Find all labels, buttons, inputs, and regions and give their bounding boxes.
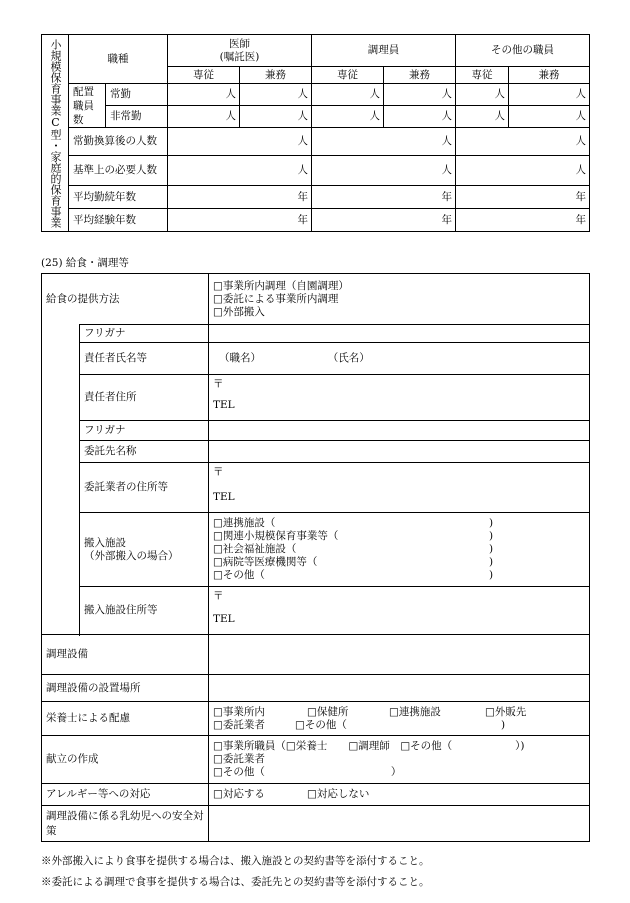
note-contracted-cooking: ※委託による調理で食事を提供する場合は、委託先との契約書等を添付すること。 [41, 876, 430, 888]
delivery-address-label: 搬入施設住所等 [80, 587, 209, 635]
staff-count-label: 配置職員数 [69, 84, 106, 128]
other-experience-cell[interactable]: 年 [456, 209, 590, 232]
allergy-label: アレルギー等への対応 [42, 784, 209, 806]
equipment-location-field[interactable] [209, 675, 590, 702]
delivery-option[interactable]: □病院等医療機関等（ ) [213, 556, 494, 568]
physician-header: 医師 (嘱託医) [168, 35, 312, 67]
other-staff-header: その他の職員 [456, 35, 590, 67]
vertical-section-label: 小規模保育事業C型・家庭的保育事業 [42, 35, 69, 232]
physician-regular-dual-cell[interactable]: 人 [240, 84, 312, 106]
cook-tenure-cell[interactable]: 年 [312, 186, 456, 209]
indent-spacer [42, 325, 80, 635]
physician-tenure-cell[interactable]: 年 [168, 186, 312, 209]
other-nonregular-fulltime-cell[interactable]: 人 [456, 106, 509, 128]
other-fulltime-header: 専従 [456, 67, 509, 84]
cook-experience-cell[interactable]: 年 [312, 209, 456, 232]
staff-table [41, 34, 590, 232]
furigana-label-1: フリガナ [80, 325, 209, 343]
physician-dual-header: 兼務 [240, 67, 312, 84]
physician-fte-cell[interactable]: 人 [168, 128, 312, 156]
delivery-address-field[interactable]: 〒 TEL [209, 587, 590, 635]
nutritionist-option[interactable]: □委託業者 [213, 718, 265, 731]
nutritionist-options[interactable]: □事業所内 □保健所 □連携施設 □外販先 □委託業者 □その他（ ) [209, 702, 590, 736]
delivery-option[interactable]: □関連小規模保育事業等（ ) [213, 530, 494, 542]
provision-option[interactable]: □委託による事業所内調理 [213, 292, 339, 305]
contractor-address-label: 委託業者の住所等 [80, 463, 209, 513]
non-regular-label: 非常勤 [106, 106, 168, 128]
cook-nonregular-fulltime-cell[interactable]: 人 [312, 106, 384, 128]
equipment-location-label: 調理設備の設置場所 [42, 675, 209, 702]
safety-field[interactable] [209, 806, 590, 842]
menu-options[interactable] [209, 736, 590, 784]
nutritionist-option[interactable]: □外販先 [485, 705, 527, 718]
other-regular-dual-cell[interactable]: 人 [509, 84, 590, 106]
other-tenure-cell[interactable]: 年 [456, 186, 590, 209]
furigana-label-2: フリガナ [80, 421, 209, 441]
cook-regular-fulltime-cell[interactable]: 人 [312, 84, 384, 106]
other-regular-fulltime-cell[interactable]: 人 [456, 84, 509, 106]
furigana-input-2[interactable] [209, 421, 590, 441]
other-fte-cell[interactable]: 人 [456, 128, 590, 156]
regular-label: 常勤 [106, 84, 168, 106]
menu-label: 献立の作成 [42, 736, 209, 784]
cook-dual-header: 兼務 [384, 67, 456, 84]
responsible-name-label: 責任者氏名等 [80, 343, 209, 375]
occupation-header: 職種 [69, 35, 168, 84]
nutritionist-option[interactable]: □連携施設 [389, 705, 441, 718]
meal-table [41, 273, 590, 842]
delivery-option[interactable]: □連携施設（ ) [213, 517, 494, 529]
cook-required-cell[interactable]: 人 [312, 156, 456, 186]
cooking-equipment-label: 調理設備 [42, 635, 209, 675]
other-dual-header: 兼務 [509, 67, 590, 84]
contractor-name-field[interactable] [209, 441, 590, 463]
safety-label: 調理設備に係る乳幼児への安全対策 [42, 806, 209, 842]
nutritionist-option[interactable]: □その他（ [295, 718, 347, 731]
contractor-name-label: 委託先名称 [80, 441, 209, 463]
allergy-option[interactable]: □対応する [213, 788, 265, 800]
fte-label: 常勤換算後の人数 [69, 128, 168, 156]
physician-experience-cell[interactable]: 年 [168, 209, 312, 232]
cooking-equipment-field[interactable] [209, 635, 590, 675]
cook-regular-dual-cell[interactable]: 人 [384, 84, 456, 106]
physician-nonregular-dual-cell[interactable]: 人 [240, 106, 312, 128]
physician-nonregular-fulltime-cell[interactable]: 人 [168, 106, 240, 128]
physician-fulltime-header: 専従 [168, 67, 240, 84]
provision-option[interactable]: □事業所内調理（自園調理） [213, 279, 349, 292]
responsible-name-field[interactable]: （職名） （氏名） [209, 343, 590, 375]
cook-nonregular-dual-cell[interactable]: 人 [384, 106, 456, 128]
furigana-input-1[interactable] [209, 325, 590, 343]
note-external-delivery: ※外部搬入により食事を提供する場合は、搬入施設との契約書等を添付すること。 [41, 855, 430, 867]
avg-experience-label: 平均経験年数 [69, 209, 168, 232]
cook-header: 調理員 [312, 35, 456, 67]
nutritionist-option[interactable]: □保健所 [307, 705, 349, 718]
delivery-option[interactable]: □その他（ ) [213, 569, 494, 581]
delivery-options[interactable] [209, 513, 590, 587]
section-title: (25) 給食・調理等 [41, 257, 129, 269]
nutritionist-label: 栄養士による配慮 [42, 702, 209, 736]
physician-required-cell[interactable]: 人 [168, 156, 312, 186]
cook-fte-cell[interactable]: 人 [312, 128, 456, 156]
contractor-address-field[interactable]: 〒 TEL [209, 463, 590, 513]
delivery-option[interactable]: □社会福祉施設（ ) [213, 543, 494, 555]
provision-option[interactable]: □外部搬入 [213, 305, 265, 318]
avg-tenure-label: 平均勤続年数 [69, 186, 168, 209]
menu-option[interactable]: □委託業者 [213, 753, 265, 765]
delivery-facility-label: 搬入施設 （外部搬入の場合） [80, 513, 209, 587]
physician-regular-fulltime-cell[interactable]: 人 [168, 84, 240, 106]
allergy-option[interactable]: □対応しない [307, 788, 370, 800]
provision-method-label: 給食の提供方法 [42, 274, 209, 325]
menu-option[interactable]: □事業所職員（□栄養士 □調理師 □その他（ ）) [213, 740, 525, 752]
required-label: 基準上の必要人数 [69, 156, 168, 186]
menu-option[interactable]: □その他（ ） [213, 766, 402, 778]
cook-fulltime-header: 専従 [312, 67, 384, 84]
other-required-cell[interactable]: 人 [456, 156, 590, 186]
responsible-address-label: 責任者住所 [80, 375, 209, 421]
provision-options[interactable] [209, 274, 590, 325]
other-nonregular-dual-cell[interactable]: 人 [509, 106, 590, 128]
allergy-options[interactable] [209, 784, 590, 806]
responsible-address-field[interactable]: 〒 TEL [209, 375, 590, 421]
nutritionist-option[interactable]: □事業所内 [213, 705, 265, 718]
